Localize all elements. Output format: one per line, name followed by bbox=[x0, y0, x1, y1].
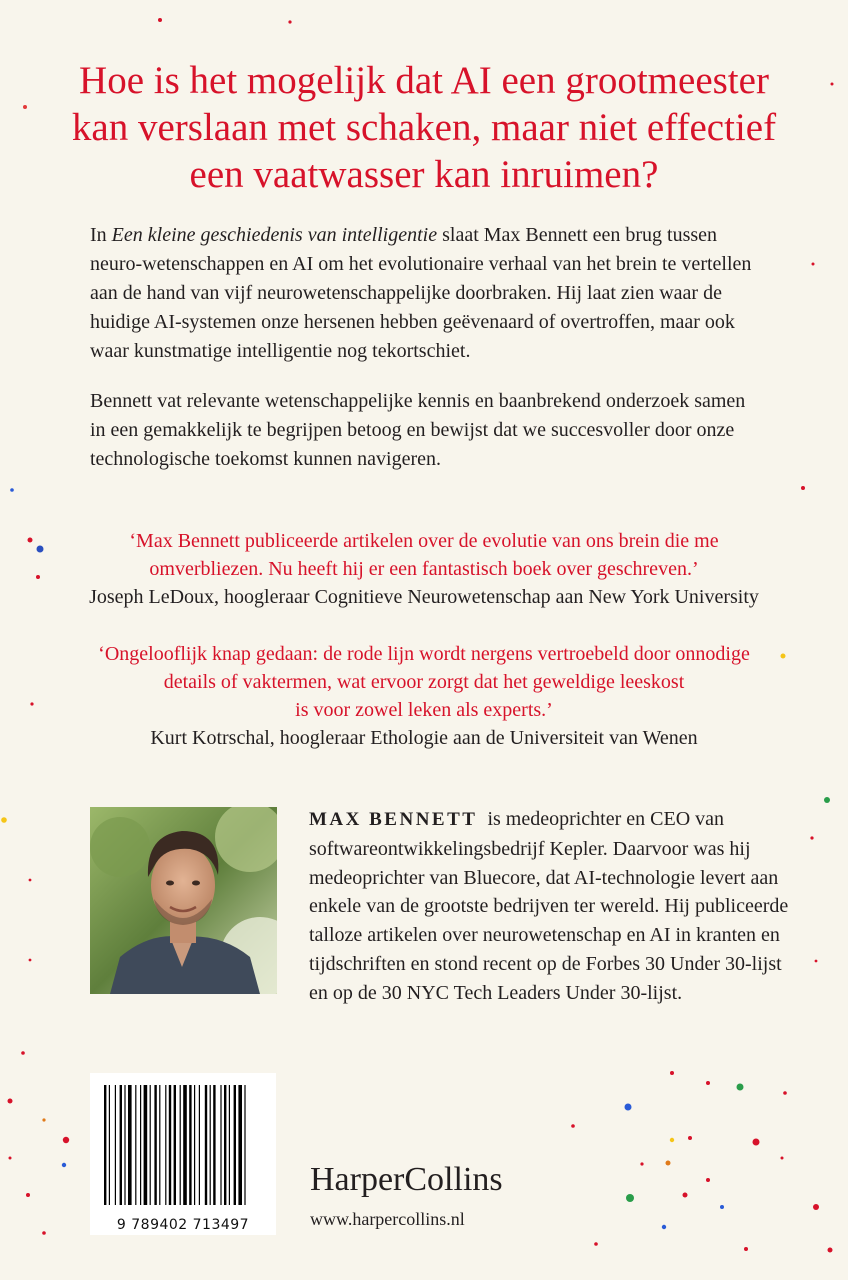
bio-line: softwareontwikkelingsbedrijf Kepler. Daarvoor was hij bbox=[309, 837, 751, 860]
intro-paragraph bbox=[90, 221, 780, 366]
second-paragraph bbox=[90, 387, 780, 474]
paragraph-line: in een gemakkelijk te begrijpen betoog en bewijst dat we succesvoller door onze bbox=[90, 419, 735, 441]
intro-line: aan de hand van vijf neurowetenschappelijke doorbraken. Hij laat zien waar de bbox=[90, 282, 722, 304]
intro-line: huidige AI-systemen onze hersenen hebben geëvenaard of overtroffen, maar ook bbox=[90, 311, 735, 333]
quote-line: is voor zowel leken als experts.’ bbox=[295, 699, 553, 721]
bio-line: en op de 30 NYC Tech Leaders Under 30-lijst. bbox=[309, 981, 683, 1004]
author-photo bbox=[90, 807, 277, 994]
paragraph-line: technologische toekomst kunnen navigeren. bbox=[90, 448, 442, 470]
quote-line: omverbliezen. Nu heeft hij er een fantastisch boek over geschreven.’ bbox=[149, 558, 699, 580]
author-bio bbox=[309, 805, 789, 1008]
quote-line: details of vaktermen, wat ervoor zorgt dat het geweldige leeskost bbox=[163, 671, 685, 693]
quote-line: ‘Ongelooflijk knap gedaan: de rode lijn wordt nergens vertroebeld door onnodige bbox=[98, 643, 750, 665]
headline-line: Hoe is het mogelijk dat AI een grootmeester bbox=[79, 59, 769, 102]
bio-line: tijdschriften en stond recent op de Forbes 30 Under 30-lijst bbox=[309, 952, 782, 975]
paragraph-line: Bennett vat relevante wetenschappelijke kennis en baanbrekend onderzoek samen bbox=[90, 390, 746, 412]
intro-first-rest: slaat Max Bennett een brug tussen bbox=[437, 224, 718, 246]
author-name: MAX BENNETT bbox=[309, 809, 478, 830]
bio-first-rest: is medeoprichter en CEO van bbox=[477, 808, 725, 830]
intro-in: In bbox=[90, 224, 112, 246]
isbn-barcode bbox=[90, 1073, 276, 1235]
endorsement-quote bbox=[60, 527, 788, 611]
publisher-url[interactable]: www.harpercollins.nl bbox=[310, 1209, 465, 1229]
barcode-bars bbox=[90, 1073, 276, 1213]
headline-line: een vaatwasser kan inruimen? bbox=[189, 153, 659, 196]
isbn-number: 9 789402 713497 bbox=[116, 1217, 250, 1233]
headline-line: kan verslaan met schaken, maar niet effectief bbox=[71, 106, 777, 149]
bio-line: enkele van de grootste bedrijven ter wereld. Hij publiceerde bbox=[309, 895, 789, 918]
intro-line: waar kunstmatige intelligentie nog tekortschiet. bbox=[90, 340, 471, 362]
endorsement-quote bbox=[60, 640, 788, 752]
quote-line: ‘Max Bennett publiceerde artikelen over de evolutie van ons brein die me bbox=[129, 530, 719, 552]
book-title: Een kleine geschiedenis van intelligentie bbox=[111, 224, 438, 246]
bio-line: medeoprichter van Bluecore, dat AI-technologie levert aan bbox=[309, 866, 779, 889]
headline bbox=[40, 57, 808, 198]
bio-line: talloze artikelen over neurowetenschap en AI in kranten en bbox=[309, 924, 780, 947]
quote-source: Joseph LeDoux, hoogleraar Cognitieve Neurowetenschap aan New York University bbox=[89, 586, 759, 608]
quote-source: Kurt Kotrschal, hoogleraar Ethologie aan de Universiteit van Wenen bbox=[150, 727, 698, 749]
publisher-logo: HarperCollins bbox=[310, 1161, 503, 1198]
bio-first-line bbox=[309, 805, 779, 835]
intro-line: neuro-wetenschappen en AI om het evolutionaire verhaal van het brein te vertellen bbox=[90, 253, 752, 275]
intro-first-line bbox=[90, 221, 780, 250]
